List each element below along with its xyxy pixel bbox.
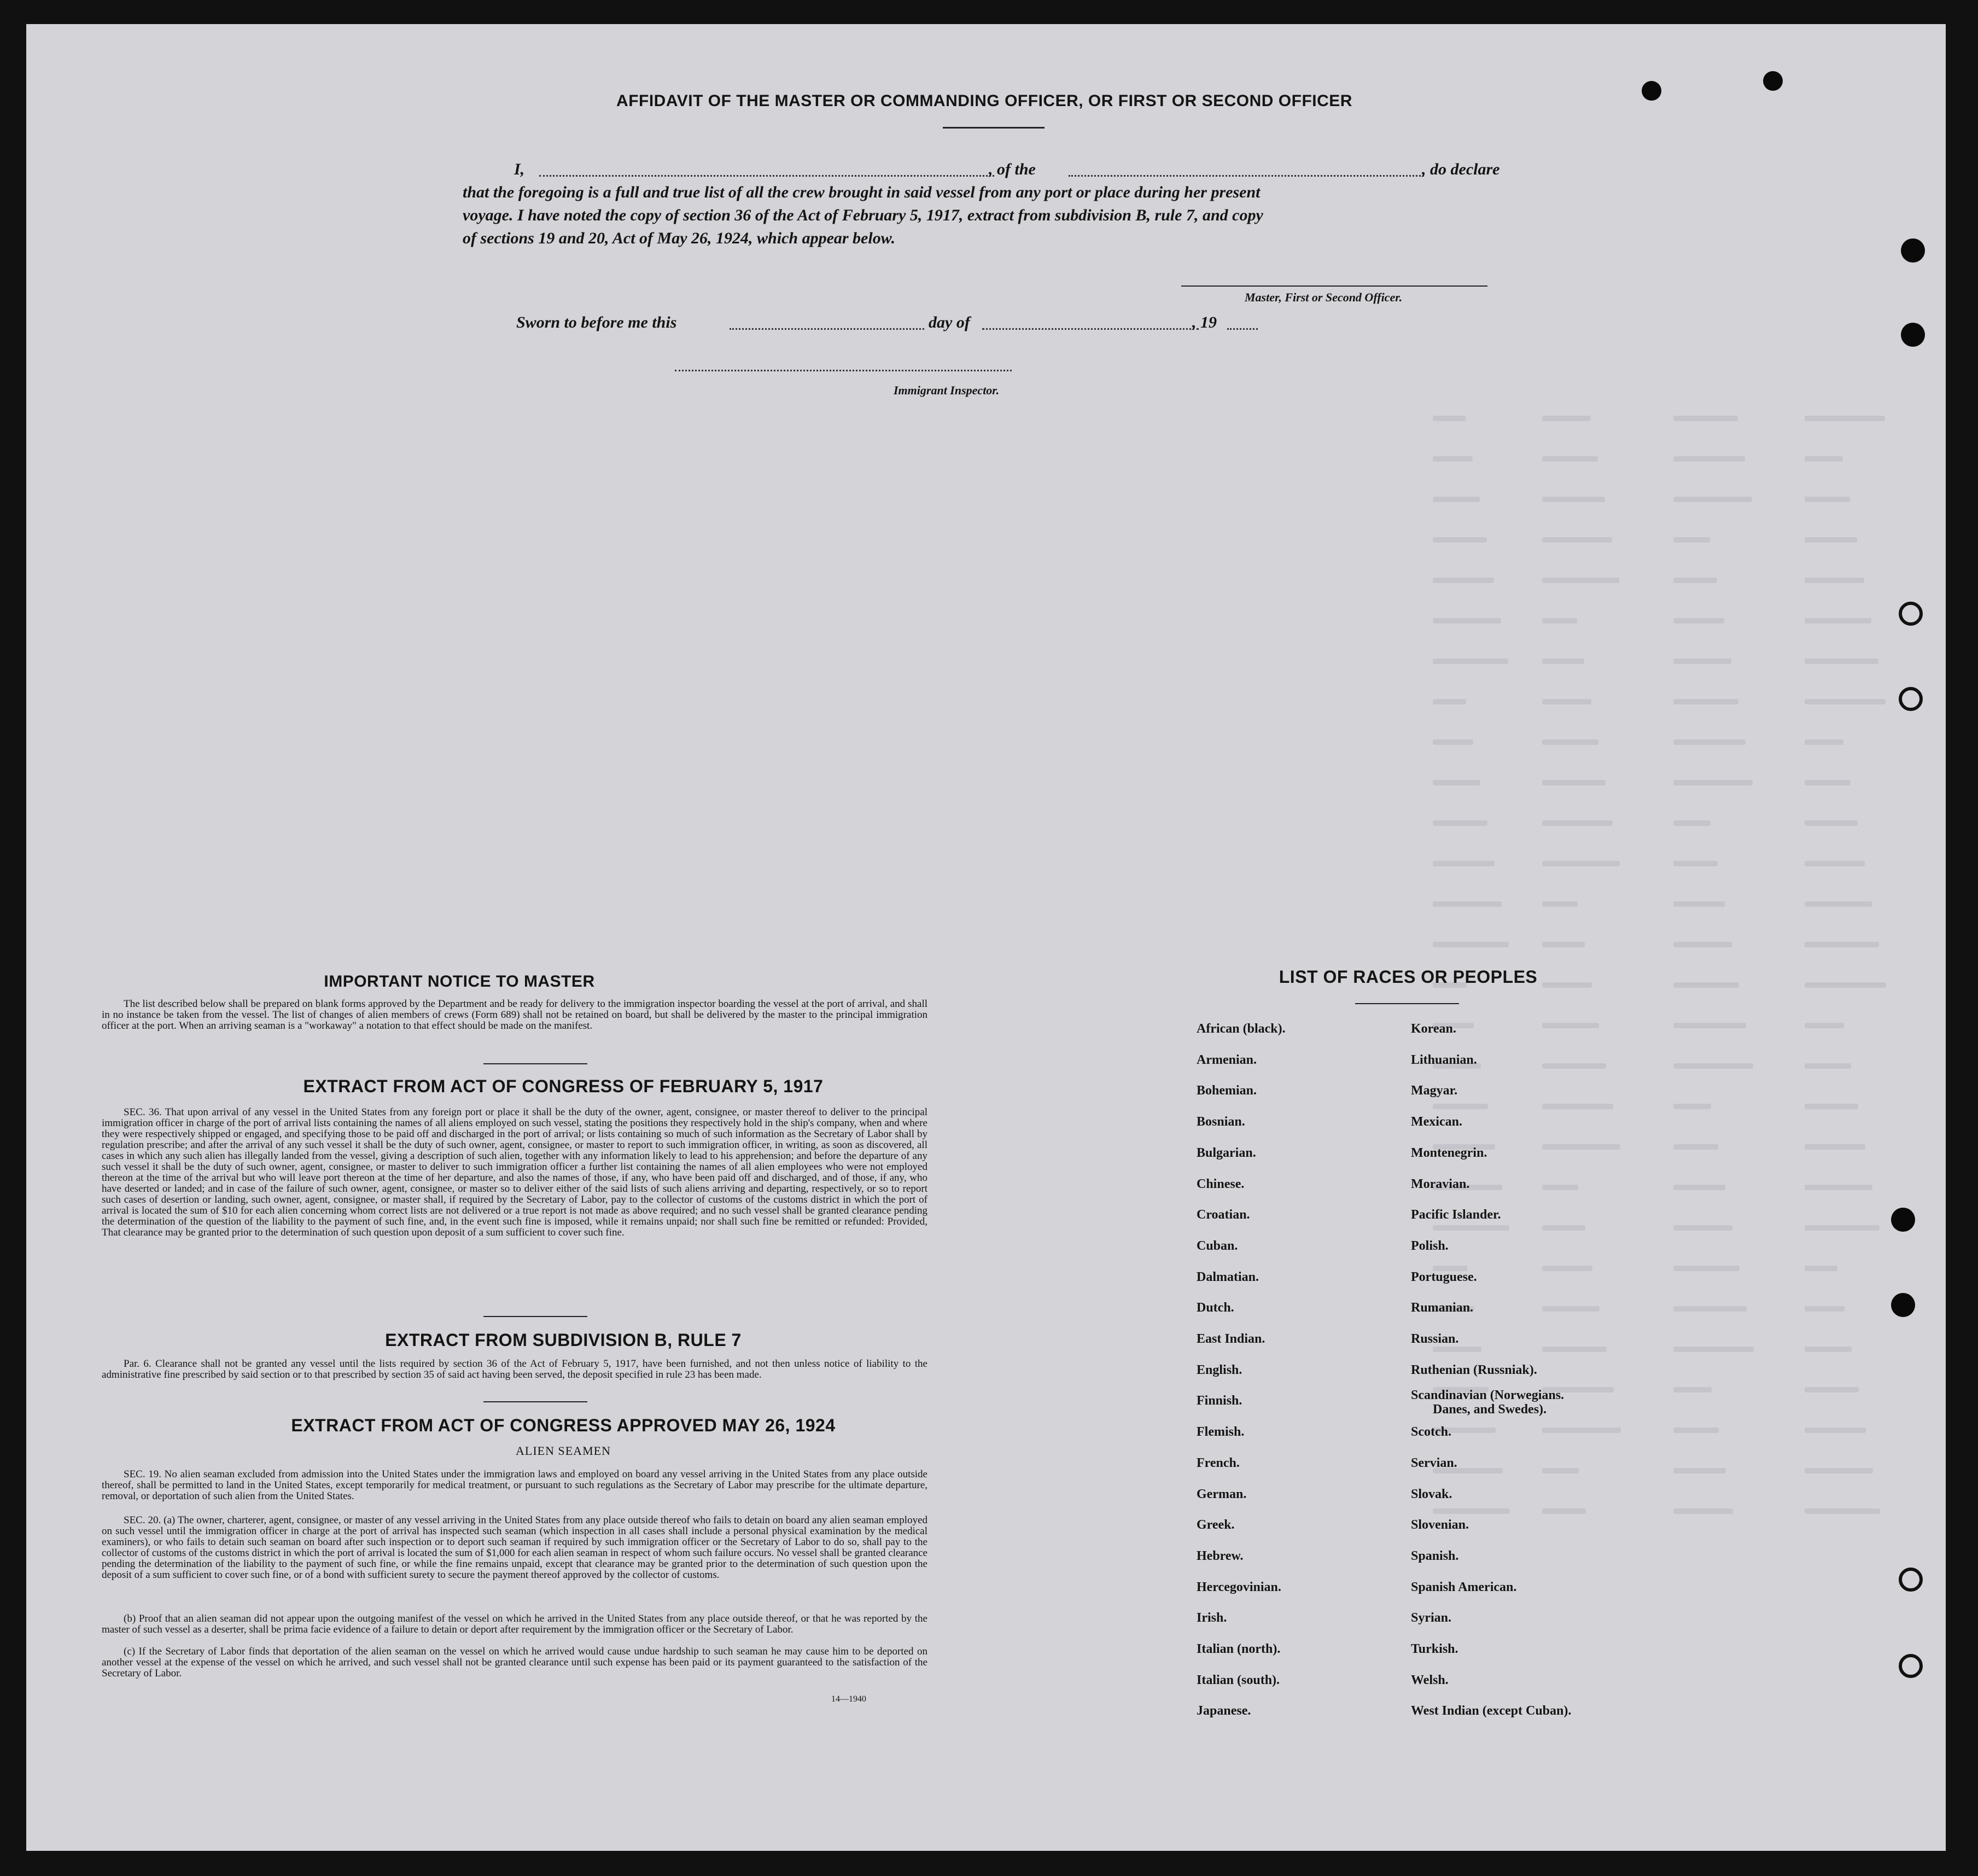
name-field <box>539 175 994 177</box>
bleed-mark <box>1673 537 1710 543</box>
race-item: West Indian (except Cuban). <box>1411 1704 1572 1718</box>
bleed-mark <box>1542 820 1613 826</box>
master-signature-label: Master, First or Second Officer. <box>1245 290 1403 304</box>
bleed-mark <box>1542 1508 1586 1514</box>
punch-hole <box>1891 1208 1915 1232</box>
race-item: Finnish. <box>1197 1394 1242 1408</box>
affidavit-title: AFFIDAVIT OF THE MASTER OR COMMANDING OFFICER, OR FIRST OR SECOND OFFICER <box>616 92 1352 110</box>
race-item: Ruthenian (Russniak). <box>1411 1362 1537 1377</box>
race-item: Mexican. <box>1411 1115 1462 1129</box>
bleed-mark <box>1673 1508 1733 1514</box>
bleed-mark <box>1673 497 1752 502</box>
punch-hole <box>1899 687 1923 711</box>
race-item: Hebrew. <box>1197 1548 1244 1563</box>
bleed-mark <box>1673 820 1711 826</box>
bleed-mark <box>1673 1144 1718 1150</box>
race-item: Spanish. <box>1411 1548 1459 1563</box>
race-item: African (black). <box>1197 1022 1286 1036</box>
races-title: LIST OF RACES OR PEOPLES <box>1279 967 1538 987</box>
sworn-month-field <box>982 328 1199 330</box>
section-divider <box>483 1316 587 1317</box>
bleed-mark <box>1673 618 1724 624</box>
bleed-mark <box>1673 982 1739 988</box>
affidavit-line-2: voyage. I have noted the copy of section 36 of the Act of February 5, 1917, extract from subdivision B, rule 7, and copy <box>463 206 1263 224</box>
bleed-mark <box>1433 1225 1509 1231</box>
affidavit-line-1: that the foregoing is a full and true list of all the crew brought in said vessel from any port or place during her present <box>463 183 1261 201</box>
bleed-mark <box>1805 820 1858 826</box>
race-item: Bosnian. <box>1197 1115 1245 1129</box>
race-item: Pacific Islander. <box>1411 1208 1501 1222</box>
race-item: Dutch. <box>1197 1301 1234 1315</box>
bleed-mark <box>1433 618 1501 624</box>
bleed-mark <box>1673 1185 1725 1190</box>
notice-title: IMPORTANT NOTICE TO MASTER <box>324 972 595 991</box>
bleed-mark <box>1805 1104 1858 1109</box>
bleed-mark <box>1542 618 1577 624</box>
race-item: Rumanian. <box>1411 1301 1474 1315</box>
race-item: Bohemian. <box>1197 1083 1257 1098</box>
extract-1924-title: EXTRACT FROM ACT OF CONGRESS APPROVED MAY 26, 1924 <box>291 1415 836 1435</box>
punch-hole <box>1901 323 1925 347</box>
bleed-mark <box>1805 1306 1845 1312</box>
bleed-mark <box>1542 578 1619 583</box>
bleed-mark <box>1433 1508 1510 1514</box>
race-item: Spanish American. <box>1411 1580 1517 1594</box>
bleed-mark <box>1433 537 1487 543</box>
race-item: Italian (north). <box>1197 1642 1281 1656</box>
race-item: Russian. <box>1411 1332 1459 1346</box>
inspector-label: Immigrant Inspector. <box>894 383 1000 397</box>
race-item: Korean. <box>1411 1022 1456 1036</box>
section-divider <box>483 1401 587 1402</box>
race-item: Flemish. <box>1197 1425 1245 1440</box>
bleed-mark <box>1673 1387 1712 1393</box>
bleed-mark <box>1805 901 1872 907</box>
bleed-mark <box>1542 739 1598 745</box>
race-item: Scotch. <box>1411 1425 1451 1440</box>
sworn-text: Sworn to before me this <box>516 313 677 331</box>
bleed-mark <box>1805 942 1879 947</box>
bleed-mark <box>1805 537 1857 543</box>
race-item: German. <box>1197 1487 1247 1501</box>
bleed-mark <box>1542 699 1591 704</box>
bleed-mark <box>1542 659 1584 664</box>
race-item: East Indian. <box>1197 1332 1265 1346</box>
bleed-mark <box>1542 497 1605 502</box>
bleed-mark <box>1433 416 1466 421</box>
notice-body: The list described below shall be prepared on blank forms approved by the Department and be ready for delivery to the immigration inspector boarding the vessel at the port of arrival, and shall in no instance be taken from the vessel. The list of changes of alien members of crews (Form 689) shall not be retained on board, but shall be delivered by the master to the principal immigration officer at the port. When an arriving seaman is a "workaway" a notation to that effect should be made on the manifest. <box>102 998 927 1032</box>
bleed-mark <box>1673 1468 1726 1473</box>
bleed-mark <box>1673 416 1738 421</box>
bleed-mark <box>1433 942 1509 947</box>
bleed-mark <box>1805 861 1865 866</box>
bleed-mark <box>1433 1347 1481 1352</box>
punch-hole <box>1642 81 1661 101</box>
bleed-mark <box>1673 861 1718 866</box>
bleed-mark <box>1542 1347 1607 1352</box>
bleed-mark <box>1433 659 1508 664</box>
bleed-mark <box>1673 1266 1740 1271</box>
sworn-day-field <box>730 328 924 330</box>
extract-rule7-body: Par. 6. Clearance shall not be granted any vessel until the lists required by section 36 of the Act of February 5, 1917, have been furnished, and not then unless notice of liability to the administrative fine prescribed by said section or to that prescribed by section 35 of said act having been served, the deposit specified in rule 23 has been made. <box>102 1358 927 1380</box>
year-text: , 19 <box>1192 313 1217 331</box>
bleed-mark <box>1673 1104 1711 1109</box>
bleed-mark <box>1673 1023 1746 1028</box>
affidavit-line-3: of sections 19 and 20, Act of May 26, 1924, which appear below. <box>463 229 896 247</box>
race-item: Chinese. <box>1197 1176 1245 1191</box>
section-divider <box>483 1063 587 1064</box>
punch-hole <box>1899 602 1923 626</box>
sec20b-text: (b) Proof that an alien seaman did not appear upon the outgoing manifest of the vessel on which he arrived in the United States from any place outside thereof, or that he was reported by the master of such vessel as a deserter, shall be prima facie evidence of a failure to detain or deport after requirement by the immigration officer or the Secretary of Labor. <box>102 1613 927 1635</box>
race-item: Slovenian. <box>1411 1518 1469 1533</box>
bleed-mark <box>1673 1347 1754 1352</box>
bleed-mark <box>1805 982 1886 988</box>
bleed-mark <box>1433 901 1502 907</box>
bleed-mark <box>1542 1144 1620 1150</box>
race-item: Scandinavian (Norwegians. Danes, and Swedes). <box>1411 1388 1565 1417</box>
bleed-mark <box>1542 1225 1585 1231</box>
bleed-mark <box>1542 416 1591 421</box>
extract-rule7-title: EXTRACT FROM SUBDIVISION B, RULE 7 <box>385 1330 742 1350</box>
bleed-mark <box>1805 1144 1865 1150</box>
race-item: Servian. <box>1411 1455 1457 1470</box>
bleed-mark <box>1542 1306 1600 1312</box>
race-item: Moravian. <box>1411 1176 1470 1191</box>
bleed-mark <box>1805 659 1878 664</box>
bleed-mark <box>1542 1468 1579 1473</box>
sec20c-text: (c) If the Secretary of Labor finds that deportation of the alien seaman on the vessel on which he arrived would cause undue hardship to such seaman he may cause him to be deported on another vessel at the expense of the vessel on which he arrived, and such vessel shall not be granted clearance until such expense has been paid or its payment guaranteed to the satisfaction of the Secretary of Labor. <box>102 1646 927 1679</box>
punch-hole <box>1899 1568 1923 1592</box>
bleed-mark <box>1433 699 1466 704</box>
bleed-mark <box>1805 578 1864 583</box>
extract-1917-title: EXTRACT FROM ACT OF CONGRESS OF FEBRUARY 5, 1917 <box>303 1076 824 1096</box>
day-of-text: day of <box>929 313 970 331</box>
bleed-mark <box>1673 901 1725 907</box>
race-item: Hercegovinian. <box>1197 1580 1281 1594</box>
race-item: French. <box>1197 1455 1240 1470</box>
bleed-mark <box>1805 1063 1851 1069</box>
inspector-signature-line <box>675 370 1012 371</box>
race-item: Cuban. <box>1197 1238 1238 1253</box>
bleed-mark <box>1542 942 1585 947</box>
extract-1917-body: SEC. 36. That upon arrival of any vessel in the United States from any foreign port or place it shall be the duty of the owner, agent, consignee, or master thereof to deliver to the principal immigration officer in charge of the port of arrival lists containing the names of all aliens employed on such vessel, stating the positions they respectively hold in the ship's company, when and where they were respectively shipped or engaged, and specifying those to be paid off and discharged in the port of arrival; or lists containing so much of such information as the Secretary of Labor shall by regulation prescribe; and after the arrival of any such vessel it shall be the duty of such owner, agent, consignee, or master to report to such immigration officer, in writing, as soon as discovered, all cases in which any such alien has illegally landed from the vessel, giving a description of such alien, together with any information likely to lead to his apprehension; and before the departure of any such vessel it shall be the duty of such owner, agent, consignee, or master to deliver to such immigration officer a further list containing the names of all alien employees who were not employed thereon at the time of the arrival but who will leave port thereon at the time of her departure, and also the names of those, if any, who have been paid off and discharged, and of those, if any, who have deserted or landed; and in case of the failure of such owner, agent, consignee, or master so to deliver either of the said lists of such aliens arriving and departing, respectively, or so to report such cases of desertion or landing, such owner, agent, consignee, or master shall, if required by the Secretary of Labor, pay to the collector of customs of the customs district in which the port of arrival is located the sum of $10 for each alien concerning whom correct lists are not delivered or a true report is not made as above required; and no such vessel shall be granted clearance pending the determination of the question of the liability to the payment of such fine, and, in the event such fine is imposed, while it remains unpaid; nor shall such fine be remitted or refunded: Provided, That clearance may be granted prior to the determination of such question upon deposit of a sum sufficient to cover such fine. <box>102 1106 927 1238</box>
bleed-mark <box>1673 659 1731 664</box>
race-item: Bulgarian. <box>1197 1145 1256 1160</box>
punch-hole <box>1891 1293 1915 1317</box>
bleed-mark <box>1805 1508 1880 1514</box>
bleed-mark <box>1673 699 1738 704</box>
bleed-mark <box>1805 1225 1880 1231</box>
bleed-mark <box>1673 1306 1747 1312</box>
bleed-mark <box>1673 780 1753 785</box>
alien-seamen-subtitle: ALIEN SEAMEN <box>516 1444 611 1458</box>
bleed-mark <box>1805 497 1850 502</box>
bleed-mark <box>1805 416 1885 421</box>
sworn-year-field <box>1227 328 1258 330</box>
bleed-mark <box>1433 456 1473 462</box>
bleed-mark <box>1542 1266 1592 1271</box>
form-number: 14—1940 <box>831 1694 866 1704</box>
bleed-mark <box>1805 1185 1872 1190</box>
bleed-mark <box>1433 780 1480 785</box>
bleed-mark <box>1673 1428 1719 1433</box>
bleed-mark <box>1673 739 1746 745</box>
race-item: Japanese. <box>1197 1704 1251 1718</box>
race-item: Croatian. <box>1197 1208 1250 1222</box>
bleed-mark <box>1542 1023 1599 1028</box>
bleed-mark <box>1542 456 1598 462</box>
bleed-mark <box>1673 578 1717 583</box>
bleed-mark <box>1805 456 1843 462</box>
race-item: Slovak. <box>1411 1487 1452 1501</box>
bleed-mark <box>1805 780 1851 785</box>
bleed-mark <box>1542 1104 1613 1109</box>
bleed-mark <box>1805 1347 1852 1352</box>
bleed-mark <box>1805 1387 1859 1393</box>
race-item: Syrian. <box>1411 1611 1452 1626</box>
bleed-mark <box>1805 1023 1844 1028</box>
affidavit-declare: , do declare <box>1422 160 1500 178</box>
race-item: Irish. <box>1197 1611 1227 1626</box>
bleed-mark <box>1433 1104 1488 1109</box>
bleed-mark <box>1433 578 1494 583</box>
race-item: Turkish. <box>1411 1642 1458 1656</box>
bleed-mark <box>1542 780 1606 785</box>
vessel-field <box>1069 175 1424 177</box>
punch-hole <box>1763 71 1783 91</box>
race-item: Montenegrin. <box>1411 1145 1487 1160</box>
bleed-mark <box>1542 1428 1621 1433</box>
sec19-text: SEC. 19. No alien seaman excluded from admission into the United States under the immigration laws and employed on board any vessel arriving in the United States from any place outside thereof, shall be permitted to land in the United States, except temporarily for medical treatment, or pursuant to such regulations as the Secretary of Labor may prescribe for the ultimate departure, removal, or deportation of such alien from the United States. <box>102 1469 927 1502</box>
bleed-mark <box>1542 901 1578 907</box>
bleed-mark <box>1673 1225 1732 1231</box>
bleed-mark <box>1542 1063 1606 1069</box>
punch-hole <box>1899 1654 1923 1678</box>
bleed-mark <box>1805 618 1871 624</box>
race-item: Armenian. <box>1197 1052 1257 1067</box>
bleed-mark <box>1542 861 1620 866</box>
punch-hole <box>1901 238 1925 263</box>
race-item: Lithuanian. <box>1411 1052 1477 1067</box>
bleed-mark <box>1673 456 1745 462</box>
bleed-mark <box>1673 1063 1753 1069</box>
bleed-mark <box>1805 739 1843 745</box>
affidavit-of-the: , of the <box>989 160 1036 178</box>
race-item: Magyar. <box>1411 1083 1458 1098</box>
affidavit-i: I, <box>514 160 525 178</box>
title-underline <box>943 127 1045 129</box>
bleed-mark <box>1433 861 1495 866</box>
section-divider <box>1355 1003 1459 1004</box>
bleed-mark <box>1805 1468 1873 1473</box>
race-item: Polish. <box>1411 1238 1449 1253</box>
bleed-mark <box>1433 497 1480 502</box>
race-item: Dalmatian. <box>1197 1269 1259 1284</box>
bleed-mark <box>1805 1266 1837 1271</box>
race-item: Greek. <box>1197 1518 1235 1533</box>
race-item: Welsh. <box>1411 1673 1449 1687</box>
bleed-mark <box>1433 820 1487 826</box>
race-item: English. <box>1197 1362 1242 1377</box>
bleed-mark <box>1805 699 1886 704</box>
bleed-mark <box>1805 1428 1866 1433</box>
sec20a-text: SEC. 20. (a) The owner, charterer, agent, consignee, or master of any vessel arriving in the United States from any place outside thereof who fails to detain on board any alien seaman employed on such vessel until the immigration officer in charge at the port of arrival has inspected such seaman (which inspection in all cases shall include a personal physical examination by the medical examiners), or who fails to detain such seaman on board after such inspection or to deport such seaman if required by such immigration officer or the Secretary of Labor to do so, shall pay to the collector of customs of the customs district in which the port of arrival is located the sum of $1,000 for each alien seaman in respect of whom such failure occurs. No vessel shall be granted clearance pending the determination of the liability to the payment of such fine, or while the fine remains unpaid, except that clearance may be granted prior to the determination of such question upon the deposit of a sum sufficient to cover such fine, or of a bond with sufficient surety to secure the payment thereof approved by the collector of customs. <box>102 1514 927 1581</box>
race-item: Italian (south). <box>1197 1673 1280 1687</box>
bleed-mark <box>1433 739 1473 745</box>
race-item: Portuguese. <box>1411 1269 1477 1284</box>
bleed-mark <box>1542 1185 1578 1190</box>
bleed-mark <box>1542 537 1612 543</box>
bleed-mark <box>1673 942 1732 947</box>
